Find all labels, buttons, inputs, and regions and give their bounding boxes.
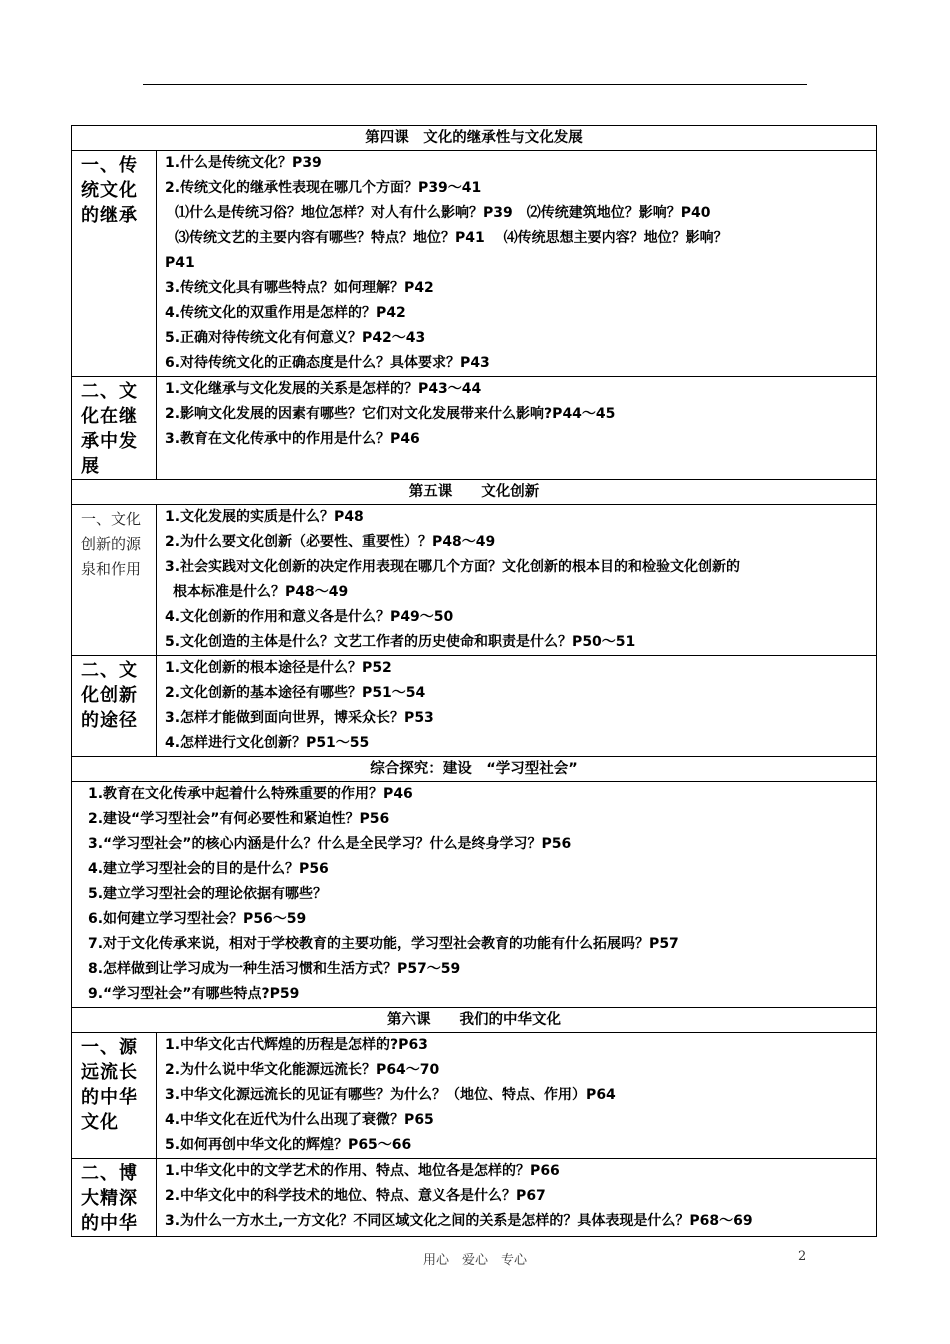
question-item: 5.如何再创中华文化的辉煌？P65～66 — [165, 1137, 412, 1153]
question-item: P41 — [165, 255, 195, 271]
section-heading: 二、文化在继承中发展 — [72, 377, 157, 480]
question-item: 4.传统文化的双重作用是怎样的？P42 — [165, 305, 406, 321]
question-item: 2.传统文化的继承性表现在哪几个方面？P39～41 — [165, 180, 482, 196]
question-item: 根本标准是什么？P48～49 — [173, 584, 349, 600]
lesson-title: 第五课 文化创新 — [72, 480, 877, 505]
lesson-title: 第六课 我们的中华文化 — [72, 1008, 877, 1033]
question-item: 1.什么是传统文化？P39 — [165, 155, 322, 171]
header-rule — [143, 84, 807, 85]
section-heading: 二、文化创新的途径 — [72, 656, 157, 757]
question-list — [72, 782, 877, 1008]
question-list — [157, 1033, 877, 1159]
question-item: 4.怎样进行文化创新？P51～55 — [165, 735, 370, 751]
question-item: 4.建立学习型社会的目的是什么？P56 — [88, 861, 329, 877]
question-item: 3.教育在文化传承中的作用是什么？P46 — [165, 431, 420, 447]
question-list — [157, 151, 877, 377]
question-item: 2.影响文化发展的因素有哪些？它们对文化发展带来什么影响?P44～45 — [165, 406, 616, 422]
section-heading: 一、文化创新的源泉和作用 — [72, 505, 157, 656]
question-item: 1.文化继承与文化发展的关系是怎样的？P43～44 — [165, 381, 482, 397]
question-list — [157, 656, 877, 757]
question-item: 2.中华文化中的科学技术的地位、特点、意义各是什么？P67 — [165, 1188, 546, 1204]
question-item: 2.建设“学习型社会”有何必要性和紧迫性？P56 — [88, 811, 390, 827]
question-item: 3.“学习型社会”的核心内涵是什么？什么是全民学习？什么是终身学习？P56 — [88, 836, 572, 852]
question-item: 3.中华文化源远流长的见证有哪些？为什么？（地位、特点、作用）P64 — [165, 1087, 616, 1103]
question-item: 2.为什么说中华文化能源远流长？P64～70 — [165, 1062, 440, 1078]
question-item: 5.建立学习型社会的理论依据有哪些？ — [88, 886, 328, 902]
question-item: 2.为什么要文化创新（必要性、重要性）？P48～49 — [165, 534, 496, 550]
question-item: ⑶传统文艺的主要内容有哪些？特点？地位？P41 ⑷传统思想主要内容？地位？影响？ — [175, 230, 728, 246]
question-item: 3.传统文化具有哪些特点？如何理解？P42 — [165, 280, 434, 296]
question-list — [157, 377, 877, 480]
lesson-title: 综合探究：建设 “学习型社会” — [72, 757, 877, 782]
section-heading: 一、传统文化的继承 — [72, 151, 157, 377]
question-list — [157, 505, 877, 656]
question-item: 1.文化创新的根本途径是什么？P52 — [165, 660, 392, 676]
question-item: 3.怎样才能做到面向世界，博采众长？P53 — [165, 710, 434, 726]
question-item: 1.教育在文化传承中起着什么特殊重要的作用？P46 — [88, 786, 413, 802]
outline-table — [71, 125, 877, 1237]
page-number: 2 — [798, 1249, 807, 1264]
question-item: 1.文化发展的实质是什么？P48 — [165, 509, 364, 525]
question-item: 8.怎样做到让学习成为一种生活习惯和生活方式？P57～59 — [88, 961, 461, 977]
question-item: 9.“学习型社会”有哪些特点?P59 — [88, 986, 300, 1002]
question-item: 6.如何建立学习型社会？P56～59 — [88, 911, 307, 927]
question-item: 2.文化创新的基本途径有哪些？P51～54 — [165, 685, 426, 701]
question-item: 1.中华文化中的文学艺术的作用、特点、地位各是怎样的？P66 — [165, 1163, 560, 1179]
question-item: 4.中华文化在近代为什么出现了衰微？P65 — [165, 1112, 434, 1128]
page-footer: 用心 爱心 专心 — [422, 1253, 527, 1268]
question-item: 3.为什么一方水土,一方文化？不同区域文化之间的关系是怎样的？具体表现是什么？P68～69 — [165, 1213, 753, 1229]
question-item: 5.正确对待传统文化有何意义？P42～43 — [165, 330, 426, 346]
question-item: 5.文化创造的主体是什么？文艺工作者的历史使命和职责是什么？P50～51 — [165, 634, 636, 650]
question-item: 7.对于文化传承来说，相对于学校教育的主要功能，学习型社会教育的功能有什么拓展吗？P57 — [88, 936, 679, 952]
question-list — [157, 1159, 877, 1237]
question-item: 1.中华文化古代辉煌的历程是怎样的?P63 — [165, 1037, 428, 1053]
question-item: 6.对待传统文化的正确态度是什么？具体要求？P43 — [165, 355, 490, 371]
section-heading: 一、源远流长的中华文化 — [72, 1033, 157, 1159]
section-heading: 二、博大精深的中华 — [72, 1159, 157, 1237]
question-item: 3.社会实践对文化创新的决定作用表现在哪几个方面？文化创新的根本目的和检验文化创新的 — [165, 559, 741, 575]
question-item: ⑴什么是传统习俗？地位怎样？对人有什么影响？P39 ⑵传统建筑地位？影响？P40 — [175, 205, 711, 221]
lesson-title: 第四课 文化的继承性与文化发展 — [72, 126, 877, 151]
question-item: 4.文化创新的作用和意义各是什么？P49～50 — [165, 609, 454, 625]
